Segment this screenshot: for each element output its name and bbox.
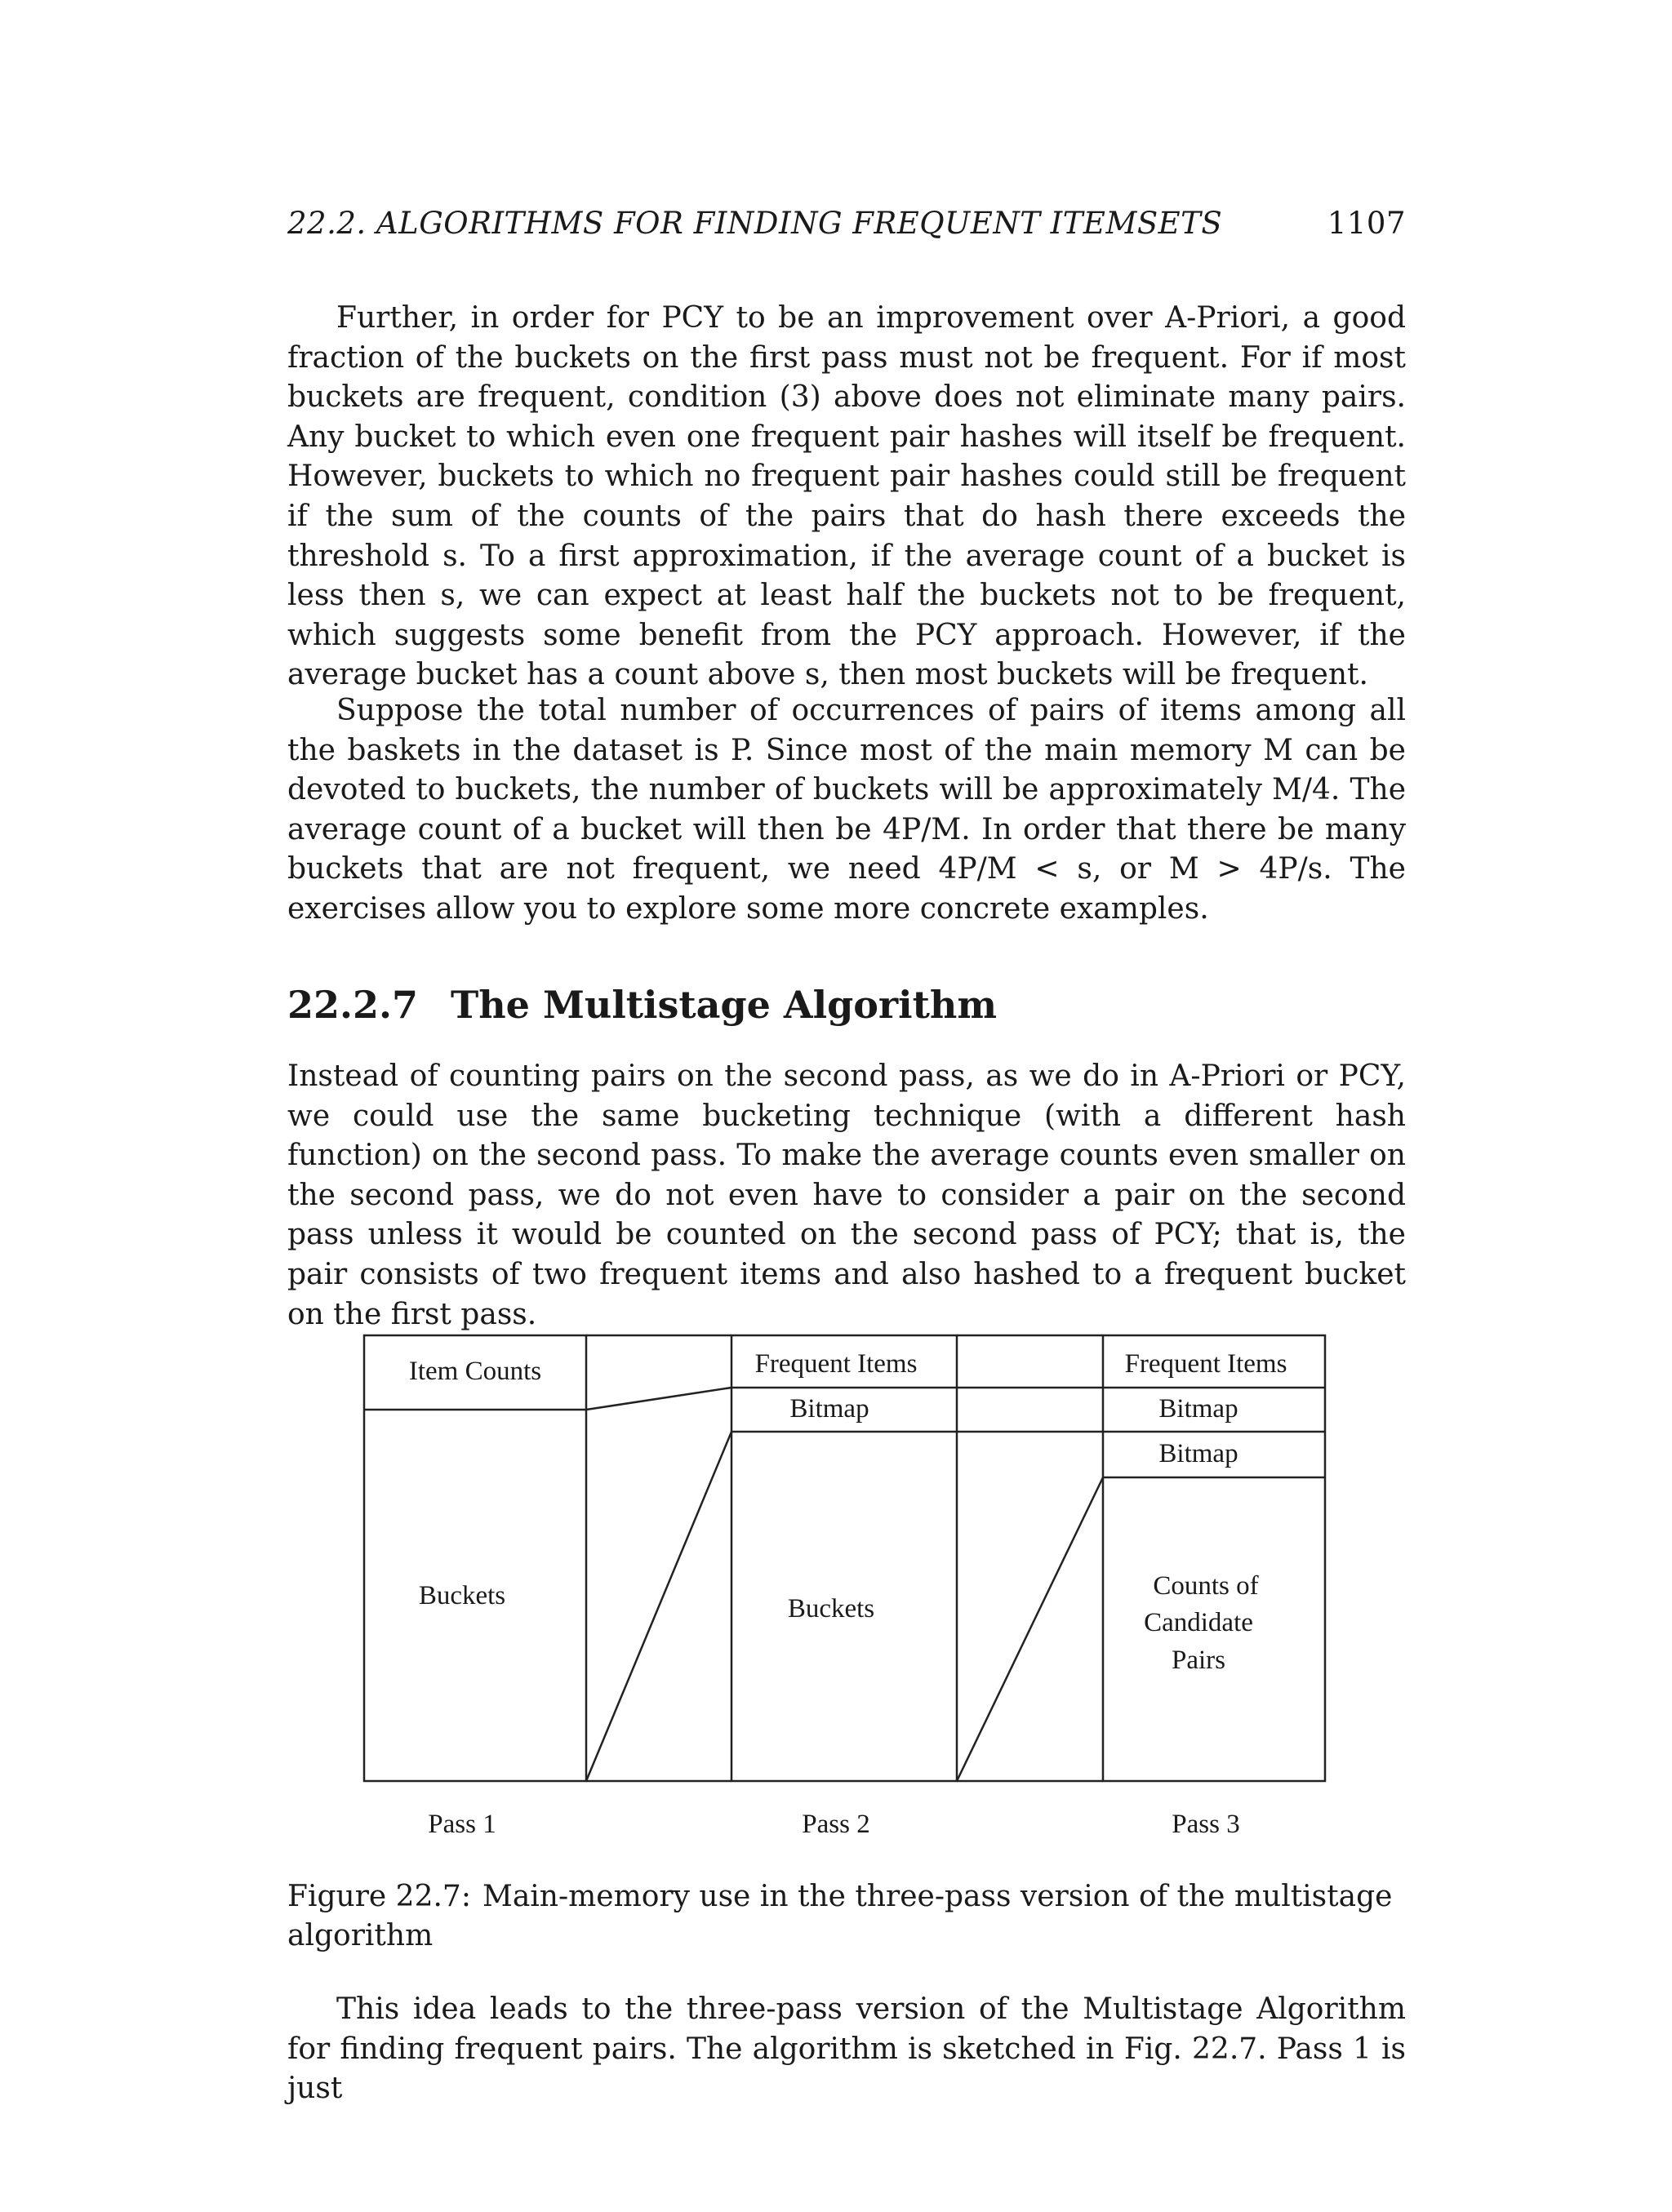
connector-buckets-1-2 bbox=[586, 1432, 732, 1781]
running-header bbox=[287, 206, 1406, 248]
pass2-memory-box bbox=[732, 1335, 957, 1781]
connector-buckets-2-3 bbox=[957, 1477, 1103, 1781]
pass3-counts-label-line2: Candidate bbox=[1144, 1608, 1253, 1637]
pass3-label: Pass 3 bbox=[1172, 1810, 1240, 1839]
pass3-bitmap1-label: Bitmap bbox=[1158, 1394, 1238, 1424]
figure-caption bbox=[287, 1877, 1406, 1956]
pass2-buckets-label: Buckets bbox=[787, 1594, 875, 1623]
running-header-title: 22.2. ALGORITHMS FOR FINDING FREQUENT ITEMSETS bbox=[287, 206, 1223, 241]
pass1-buckets-label: Buckets bbox=[418, 1581, 506, 1610]
figure-caption-text: Main-memory use in the three-pass version of the multistage algorithm bbox=[287, 1880, 1393, 1952]
pass3-counts-label-line1: Counts of bbox=[1153, 1571, 1259, 1601]
pass3-frequent-items-label: Frequent Items bbox=[1124, 1349, 1287, 1379]
pass2-label: Pass 2 bbox=[802, 1810, 870, 1839]
pass1-label: Pass 1 bbox=[428, 1810, 496, 1839]
pass1-memory-box bbox=[364, 1335, 586, 1781]
section-heading bbox=[287, 983, 997, 1027]
figure-caption-label: Figure 22.7: bbox=[287, 1880, 471, 1913]
pass1-item-counts-label: Item Counts bbox=[408, 1357, 542, 1386]
pass2-bitmap-label: Bitmap bbox=[789, 1394, 869, 1424]
pass3-counts-label-line3: Pairs bbox=[1172, 1646, 1225, 1675]
paragraph-pcy-improvement: Further, in order for PCY to be an improvement over A-Priori, a good fraction of the buckets on the first pass must not be frequent. For if most buckets are frequent, condition (3) above does not eliminate many pairs. Any bucket to which even one frequent pair hashes will itself be frequent. However, buckets to which no frequent pair hashes could still be frequent if the sum of the counts of the pairs that do hash there exceeds the threshold s. To a first approximation, if the average count of a bucket is less then s, we can expect at least half the buckets not to be frequent, which suggests some benefit from the PCY approach. However, if the average bucket has a count above s, then most buckets will be frequent. bbox=[287, 301, 1406, 692]
pass2-frequent-items-label: Frequent Items bbox=[754, 1349, 918, 1379]
page-number: 1107 bbox=[1327, 206, 1406, 241]
connector-items-1-2 bbox=[586, 1388, 732, 1410]
paragraph-multistage-intro: Instead of counting pairs on the second pass, as we do in A-Priori or PCY, we could use the same bucketing technique (with a different hash function) on the second pass. To make the average counts even smaller on the second pass, we do not even have to consider a pair on the second pass unless it would be counted on the second pass of PCY; that is, the pair consists of two frequent items and also hashed to a frequent bucket on the first pass. bbox=[287, 1059, 1406, 1331]
pass3-memory-box bbox=[1103, 1335, 1325, 1781]
paragraph-bucket-count: Suppose the total number of occurrences of pairs of items among all the baskets in the dataset is P. Since most of the main memory M can be devoted to buckets, the number of buckets will be approximately M/4. The average count of a bucket will then be 4P/M. In order that there be many buckets that are not frequent, we need 4P/M < s, or M > 4P/s. The exercises allow you to explore some more concrete examples. bbox=[287, 694, 1406, 926]
pass3-bitmap2-label: Bitmap bbox=[1158, 1439, 1238, 1468]
section-title: The Multistage Algorithm bbox=[451, 983, 997, 1027]
paragraph-three-pass: This idea leads to the three-pass version of the Multistage Algorithm for finding frequent pairs. The algorithm is sketched in Fig. 22.7. Pass 1 is just bbox=[287, 1992, 1406, 2106]
section-number: 22.2.7 bbox=[287, 983, 419, 1027]
